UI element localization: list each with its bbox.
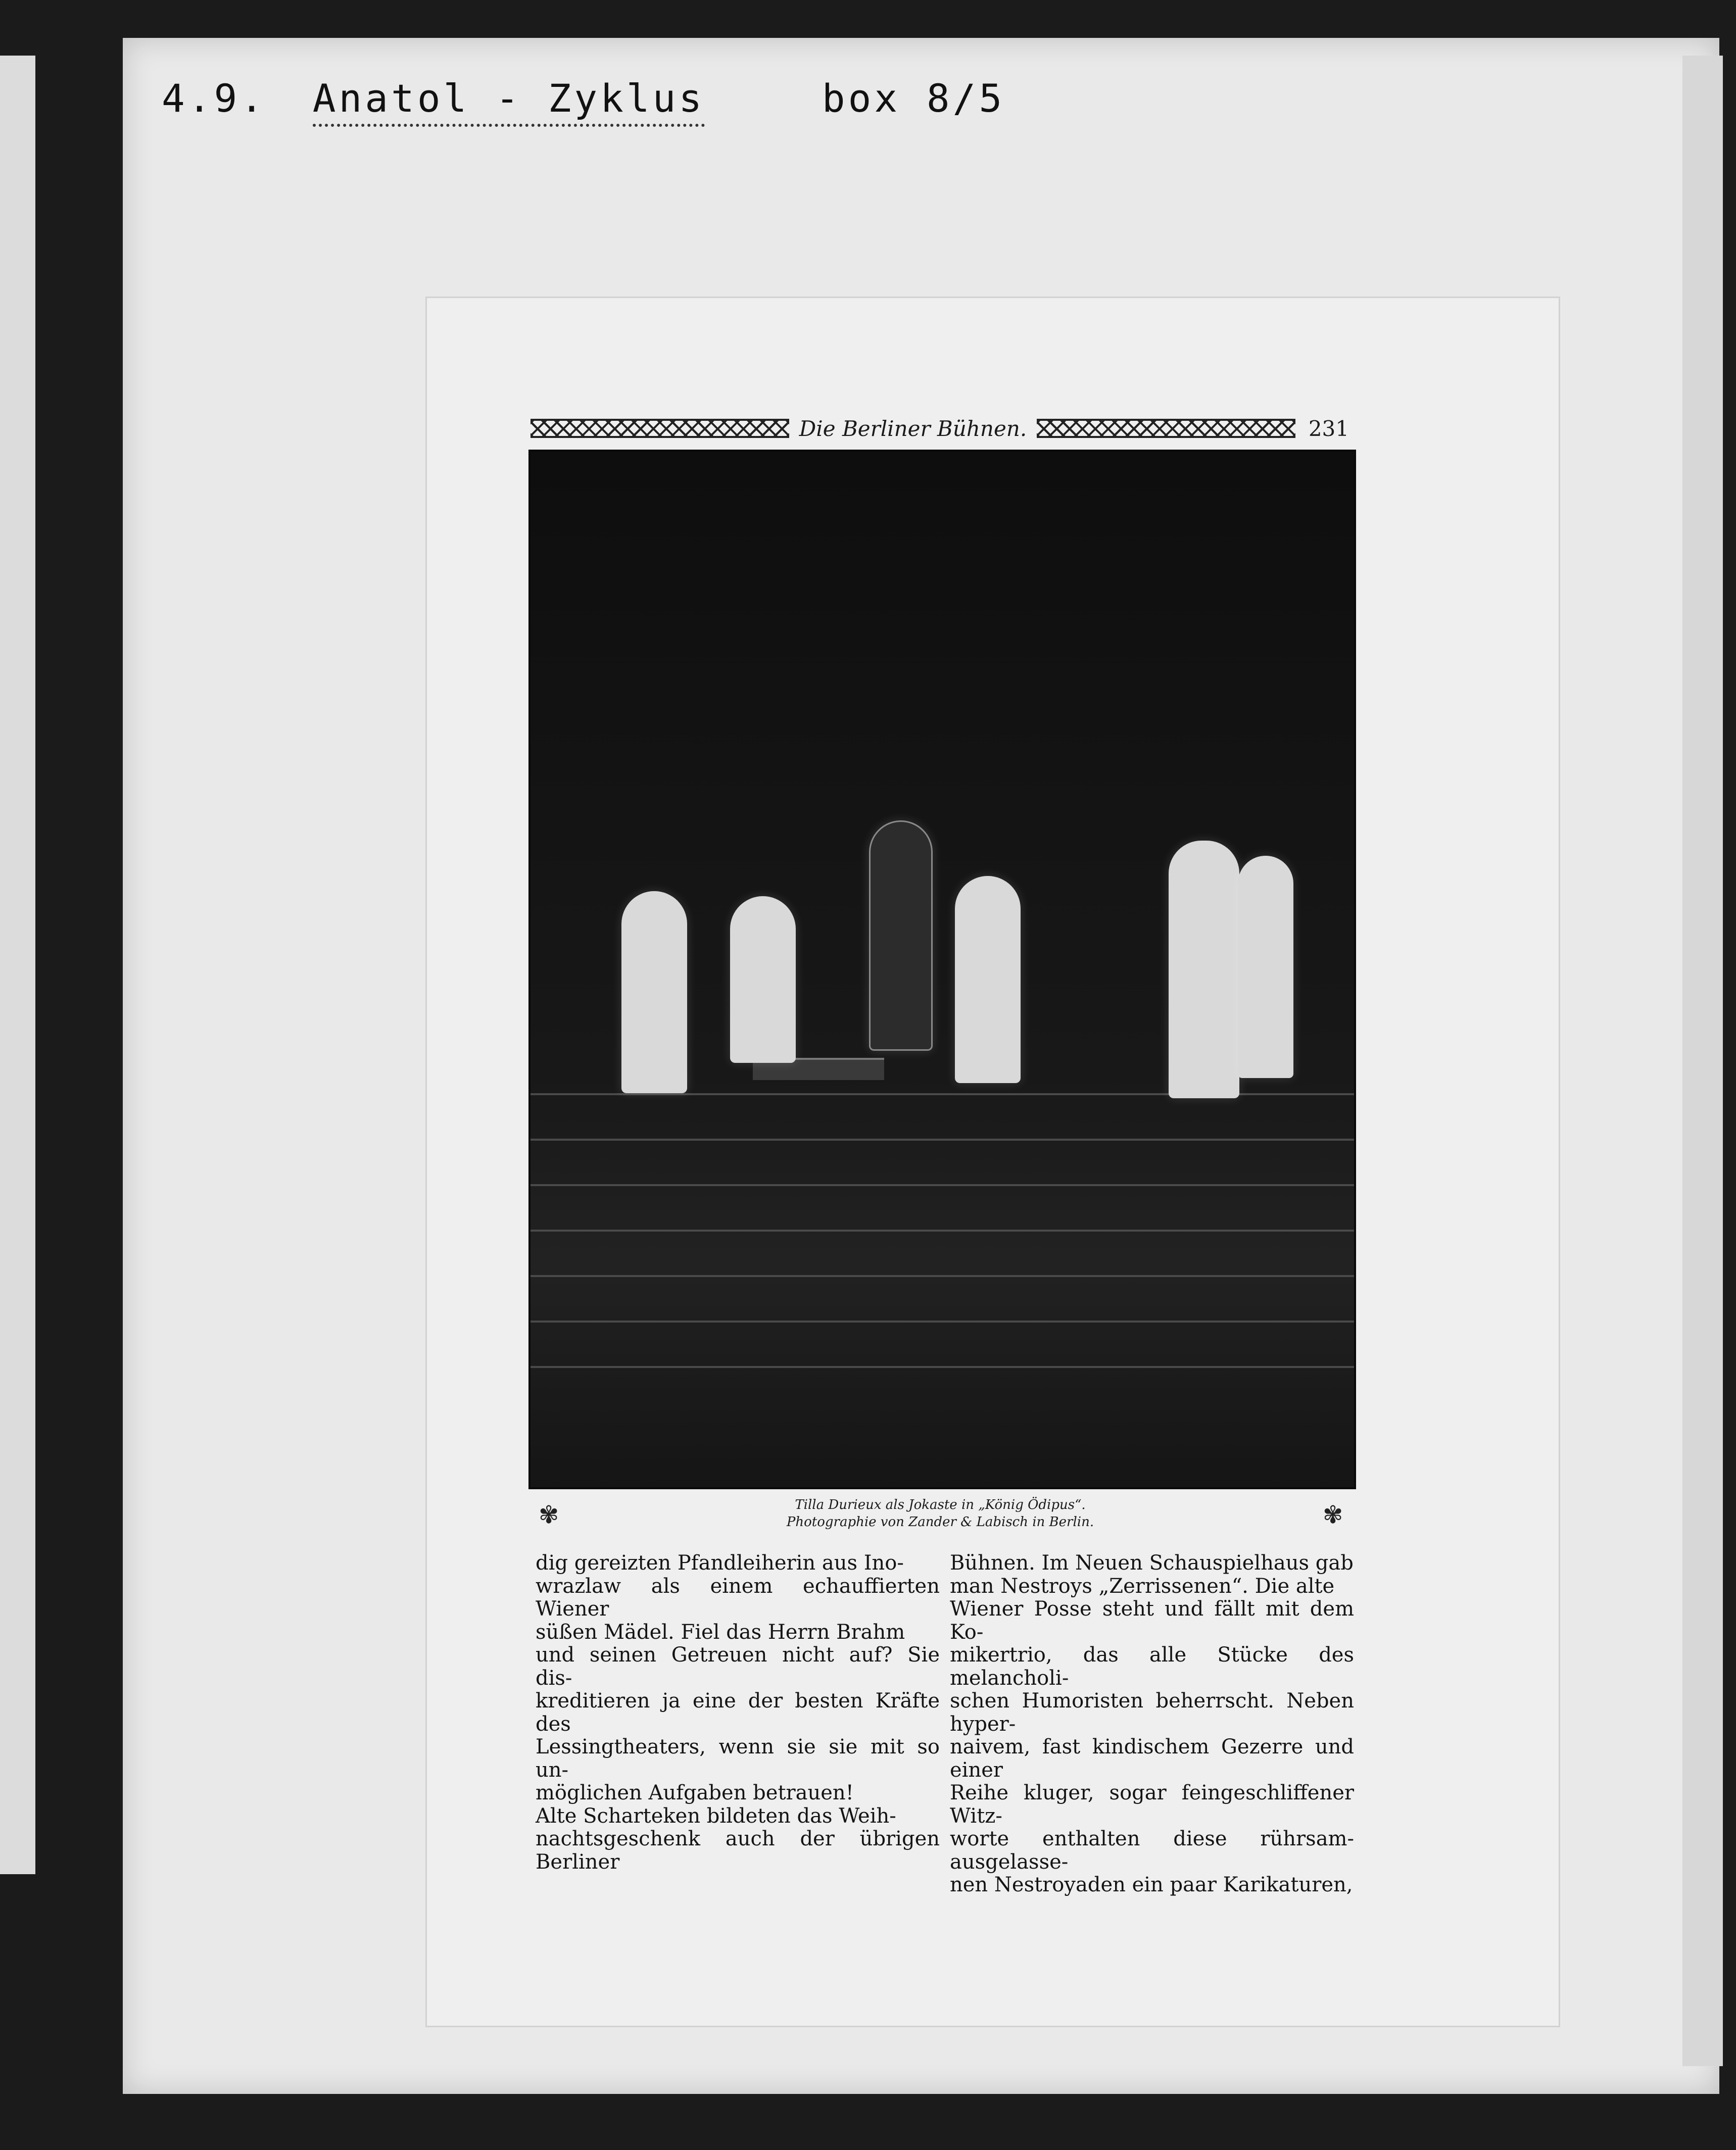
running-title: Die Berliner Bühnen. [799,416,1027,441]
flower-ornament-icon: ✾ [539,1501,559,1529]
collection-title: Anatol - Zyklus [313,76,705,127]
caption-line: Tilla Durieux als Jokaste in „König Ödipus“. [795,1497,1086,1512]
flower-ornament-icon: ✾ [1323,1501,1343,1529]
adjacent-card-edge [0,56,35,1874]
caption-line: Photographie von Zander & Labisch in Berlin. [786,1514,1094,1530]
catalog-number: 4.9. [162,76,267,121]
ornament-band-left [531,419,789,438]
stage-photograph [528,450,1356,1489]
veiled-figure [1238,856,1293,1078]
central-figure [869,820,933,1051]
running-head [531,413,1349,444]
stair-step [531,1139,1354,1141]
stair-step [531,1275,1354,1277]
ornament-band-right [1037,419,1295,438]
veiled-figure [1169,841,1239,1098]
photo-caption [528,1496,1352,1531]
stair-step [531,1366,1354,1368]
veiled-figure [955,876,1021,1083]
veiled-figure [730,896,796,1063]
card-right-edge [1682,56,1723,2066]
body-column-left: dig gereizten Pfandleiherin aus Ino- wrazlaw als einem echauffierten Wiener süßen Mädel. Fiel das Herrn Brahm und seinen Getreuen nicht auf? Sie dis- kreditieren ja eine der besten Kräfte des Lessingtheaters, wenn sie sie mit so un- möglichen Aufgaben betrauen! Alte Scharteken bildeten das Weih- nachtsgeschenk auch der übrigen Berliner [536,1551,940,1874]
archive-label [162,76,1005,121]
stair-step [531,1321,1354,1323]
box-number: box 8/5 [822,76,1005,121]
page-number: 231 [1308,416,1349,441]
stair-step [531,1230,1354,1232]
veiled-figure [621,891,687,1093]
body-column-right: Bühnen. Im Neuen Schauspielhaus gab man Nestroys „Zerrissenen“. Die alte Wiener Posse steht und fällt mit dem Ko- mikertrio, das alle Stücke des melancholi- schen Humoristen beherrscht. Neben hyper- naivem, fast kindischem Gezerre und einer Reihe kluger, sogar feingeschliffener Witz- worte enthalten diese rührsam-ausgelasse- nen Nestroyaden ein paar Karikaturen, [950,1551,1354,1896]
stair-step [531,1184,1354,1186]
